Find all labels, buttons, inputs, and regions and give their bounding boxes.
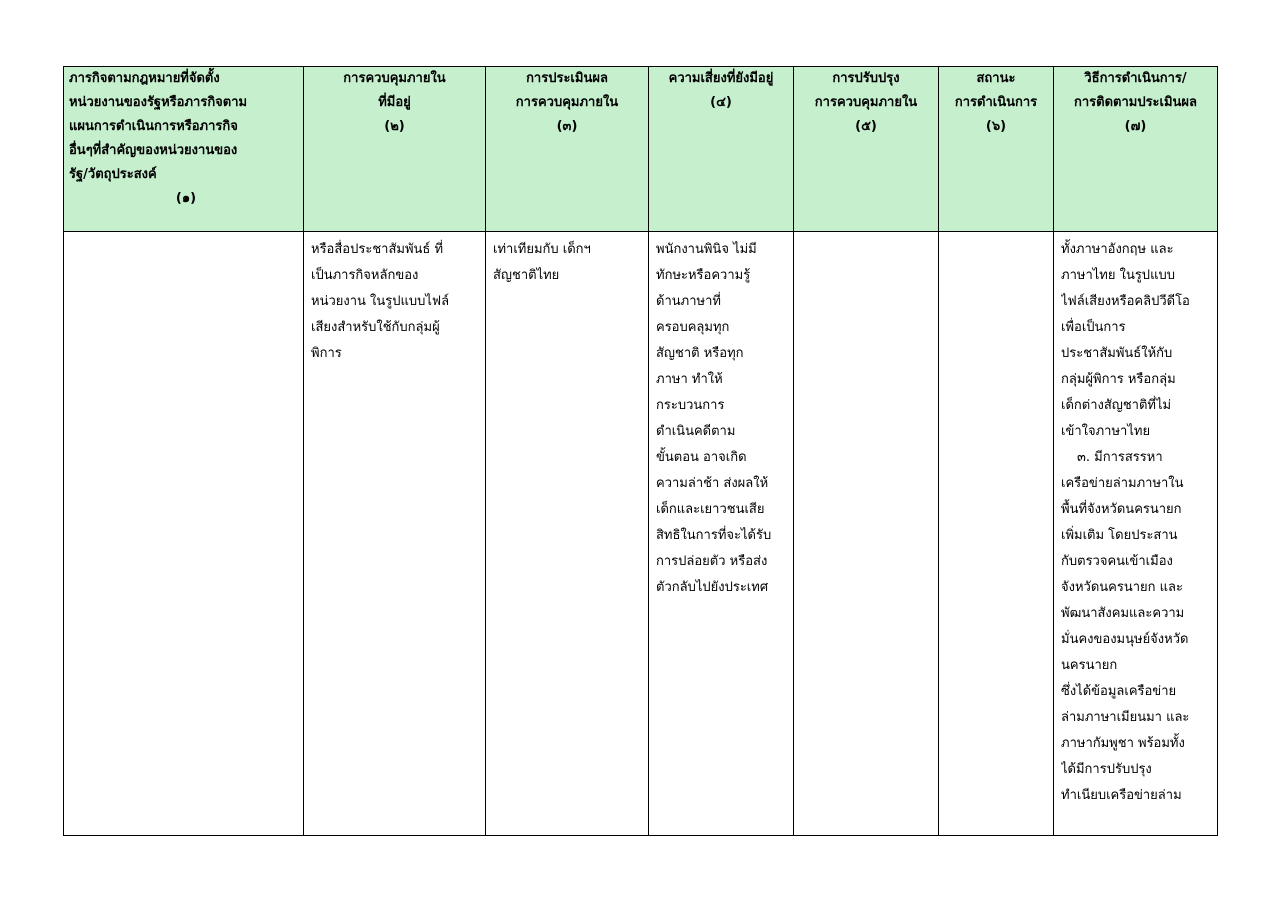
header-row [64,67,1218,232]
header-method: วิธีการดำเนินการ/ การติดตามประเมินผล (๗) [1054,67,1218,232]
cell-status [939,232,1054,836]
header-mission: ภารกิจตามกฎหมายที่จัดตั้ง หน่วยงานของรัฐหรือภารกิจตาม แผนการดำเนินการหรือภารกิจ อื่นๆที่สำคัญของหน่วยงานของ รัฐ/วัตถุประสงค์ (๑) [64,67,304,232]
cell-evaluation: เท่าเทียมกับ เด็กฯ สัญชาติไทย [486,232,649,836]
header-remaining-risk: ความเสี่ยงที่ยังมีอยู่ (๔) [649,67,794,232]
cell-existing-control: หรือสื่อประชาสัมพันธ์ ที่ เป็นภารกิจหลักของ หน่วยงาน ในรูปแบบไฟล์ เสียงสำหรับใช้กับกลุ่มผู้ พิการ [304,232,486,836]
cell-method: ทั้งภาษาอังกฤษ และ ภาษาไทย ในรูปแบบ ไฟล์เสียงหรือคลิปวีดีโอ เพื่อเป็นการ ประชาสัมพันธ์ให้กับ กลุ่มผู้พิการ หรือกลุ่ม เด็กต่างสัญชาติที่ไม่ เข้าใจภาษาไทย ๓. มีการสรรหา เครือข่ายล่ามภาษาใน พื้นที่จังหวัดนครนายก เพิ่มเติม โดยประสาน กับตรวจคนเข้าเมือง จังหวัดนครนายก และ พัฒนาสังคมและความ มั่นคงของมนุษย์จังหวัด นครนายก ซึ่งได้ข้อมูลเครือข่าย ล่ามภาษาเมียนมา และ ภาษากัมพูชา พร้อมทั้ง ได้มีการปรับปรุง ทำเนียบเครือข่ายล่าม [1054,232,1218,836]
cell-remaining-risk: พนักงานพินิจ ไม่มี ทักษะหรือความรู้ ด้านภาษาที่ ครอบคลุมทุก สัญชาติ หรือทุก ภาษา ทำให้ กระบวนการ ดำเนินคดีตาม ขั้นตอน อาจเกิด ความล่าช้า ส่งผลให้ เด็กและเยาวชนเสีย สิทธิในการที่จะได้รับ การปล่อยตัว หรือส่ง ตัวกลับไปยังประเทศ [649,232,794,836]
cell-improvement [794,232,939,836]
table-row [64,232,1218,836]
header-status: สถานะ การดำเนินการ (๖) [939,67,1054,232]
internal-control-table [63,66,1218,836]
header-evaluation: การประเมินผล การควบคุมภายใน (๓) [486,67,649,232]
cell-mission [64,232,304,836]
header-improvement: การปรับปรุง การควบคุมภายใน (๕) [794,67,939,232]
header-existing-control: การควบคุมภายใน ที่มีอยู่ (๒) [304,67,486,232]
